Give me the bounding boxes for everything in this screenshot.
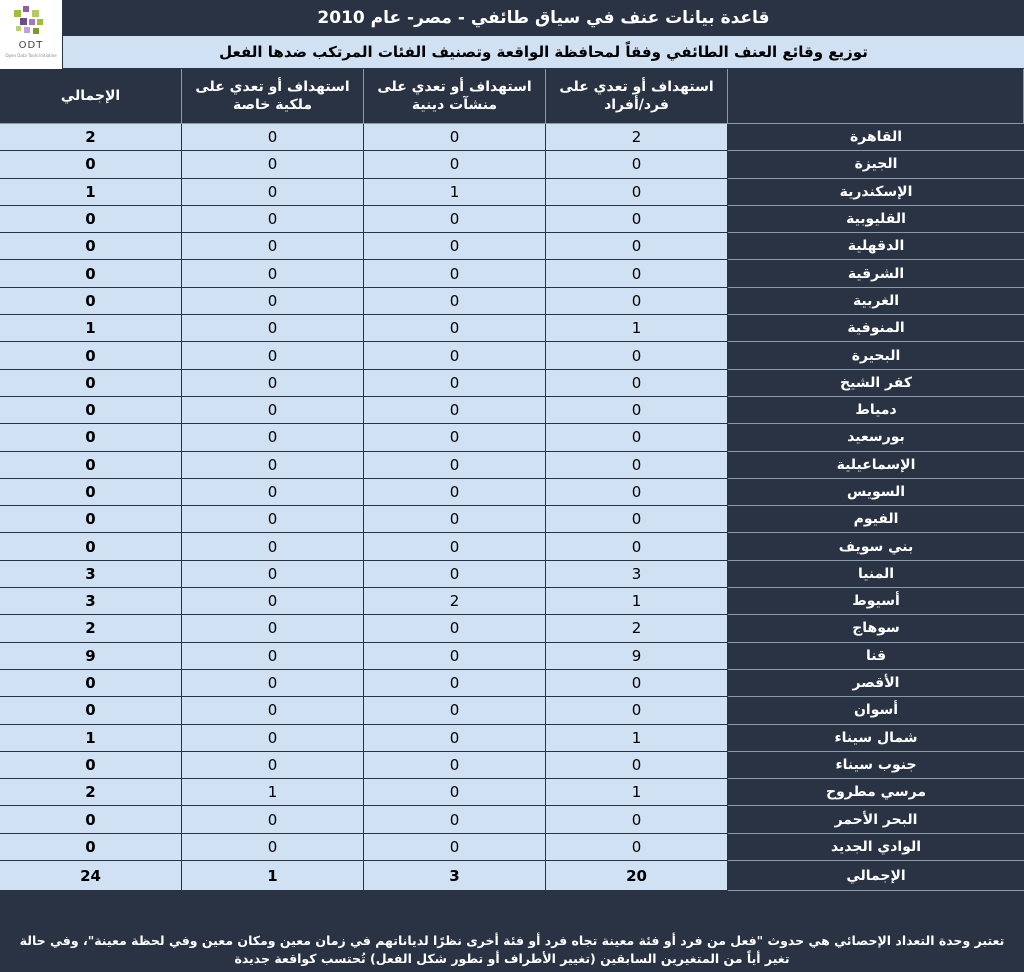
governorate-name: بورسعيد: [728, 424, 1024, 451]
cell-religious: 0: [364, 725, 546, 752]
cell-total: 9: [0, 643, 182, 670]
governorate-name: البحر الأحمر: [728, 806, 1024, 833]
cell-total: 0: [0, 397, 182, 424]
logo-text: ODT: [18, 40, 44, 51]
cell-persons: 0: [546, 697, 728, 724]
cell-property: 0: [182, 561, 364, 588]
totals-religious: 3: [364, 861, 546, 891]
cell-total: 0: [0, 342, 182, 369]
cell-total: 0: [0, 260, 182, 287]
cell-persons: 9: [546, 643, 728, 670]
governorate-name: شمال سيناء: [728, 725, 1024, 752]
governorate-name: الإسكندرية: [728, 179, 1024, 206]
governorate-name: سوهاج: [728, 615, 1024, 642]
governorate-name: الأقصر: [728, 670, 1024, 697]
cell-property: 0: [182, 806, 364, 833]
cell-total: 0: [0, 834, 182, 861]
cell-property: 0: [182, 233, 364, 260]
cell-total: 0: [0, 697, 182, 724]
cell-persons: 2: [546, 124, 728, 151]
cell-property: 0: [182, 206, 364, 233]
cell-religious: 0: [364, 370, 546, 397]
governorate-name: قنا: [728, 643, 1024, 670]
cell-total: 2: [0, 615, 182, 642]
cell-religious: 0: [364, 151, 546, 178]
cell-religious: 2: [364, 588, 546, 615]
cell-total: 1: [0, 179, 182, 206]
cell-property: 0: [182, 370, 364, 397]
cell-property: 0: [182, 670, 364, 697]
cell-persons: 0: [546, 260, 728, 287]
cell-religious: 0: [364, 806, 546, 833]
cell-property: 0: [182, 588, 364, 615]
cell-property: 1: [182, 779, 364, 806]
cell-persons: 0: [546, 670, 728, 697]
cell-property: 0: [182, 506, 364, 533]
cell-total: 0: [0, 233, 182, 260]
header-total: الإجمالي: [0, 69, 182, 124]
page-title: قاعدة بيانات عنف في سياق طائفي - مصر- عام 2010: [63, 0, 1024, 35]
cell-total: 0: [0, 670, 182, 697]
cell-total: 0: [0, 288, 182, 315]
cell-total: 0: [0, 370, 182, 397]
logo-subtext: Open Data Tools Initiative: [5, 53, 57, 58]
cell-total: 0: [0, 206, 182, 233]
cell-property: 0: [182, 424, 364, 451]
governorate-name: الجيزة: [728, 151, 1024, 178]
governorate-name: الفيوم: [728, 506, 1024, 533]
cell-persons: 0: [546, 424, 728, 451]
header-persons: استهداف أو تعدي على فرد/أفراد: [546, 69, 728, 124]
cell-total: 0: [0, 479, 182, 506]
cell-property: 0: [182, 615, 364, 642]
cell-persons: 0: [546, 479, 728, 506]
data-table: [0, 69, 1024, 891]
cell-persons: 2: [546, 615, 728, 642]
cell-persons: 0: [546, 533, 728, 560]
cell-total: 0: [0, 452, 182, 479]
cell-persons: 3: [546, 561, 728, 588]
cell-property: 0: [182, 752, 364, 779]
footnote: تعتبر وحدة التعداد الإحصائي هي حدوث "فعل من فرد أو فئة معينة تجاه فرد أو فئة أخرى نظرًا لدياناتهم في زمان معين ومكان معين وفي لحظة معينة"، وفي حالة تغير أياً من المتغيرين السابقين (تغيير الأطراف أو تطور شكل الفعل) تُحتسب كواقعة جديدة: [0, 932, 1024, 972]
cell-persons: 0: [546, 288, 728, 315]
governorate-name: القليوبية: [728, 206, 1024, 233]
cell-religious: 0: [364, 397, 546, 424]
cell-persons: 0: [546, 206, 728, 233]
governorate-name: بني سويف: [728, 533, 1024, 560]
cell-persons: 0: [546, 834, 728, 861]
cell-religious: 0: [364, 752, 546, 779]
governorate-name: مرسي مطروح: [728, 779, 1024, 806]
governorate-name: الشرقية: [728, 260, 1024, 287]
cell-religious: 0: [364, 233, 546, 260]
cell-religious: 0: [364, 260, 546, 287]
cell-total: 1: [0, 725, 182, 752]
governorate-name: المنوفية: [728, 315, 1024, 342]
cell-persons: 1: [546, 588, 728, 615]
cell-religious: 1: [364, 179, 546, 206]
cell-religious: 0: [364, 561, 546, 588]
cell-property: 0: [182, 452, 364, 479]
odt-logo: [0, 0, 63, 70]
governorate-name: أسيوط: [728, 588, 1024, 615]
governorate-name: المنيا: [728, 561, 1024, 588]
header-governorate: [728, 69, 1024, 124]
cell-persons: 0: [546, 506, 728, 533]
cell-religious: 0: [364, 533, 546, 560]
governorate-name: الغربية: [728, 288, 1024, 315]
cell-property: 0: [182, 124, 364, 151]
cell-property: 0: [182, 151, 364, 178]
cell-property: 0: [182, 288, 364, 315]
cell-property: 0: [182, 179, 364, 206]
cell-persons: 0: [546, 806, 728, 833]
cell-persons: 1: [546, 315, 728, 342]
cell-persons: 1: [546, 779, 728, 806]
governorate-name: السويس: [728, 479, 1024, 506]
cell-property: 0: [182, 479, 364, 506]
cell-persons: 0: [546, 179, 728, 206]
cell-religious: 0: [364, 342, 546, 369]
cell-religious: 0: [364, 615, 546, 642]
cell-total: 0: [0, 424, 182, 451]
governorate-name: دمياط: [728, 397, 1024, 424]
cell-religious: 0: [364, 834, 546, 861]
cell-religious: 0: [364, 506, 546, 533]
cell-religious: 0: [364, 424, 546, 451]
governorate-name: كفر الشيخ: [728, 370, 1024, 397]
cell-religious: 0: [364, 452, 546, 479]
cell-persons: 0: [546, 752, 728, 779]
cell-persons: 0: [546, 342, 728, 369]
cell-religious: 0: [364, 288, 546, 315]
governorate-name: أسوان: [728, 697, 1024, 724]
cubes-logo-icon: [10, 4, 52, 40]
cell-total: 0: [0, 506, 182, 533]
cell-property: 0: [182, 342, 364, 369]
cell-persons: 1: [546, 725, 728, 752]
cell-total: 2: [0, 779, 182, 806]
governorate-name: الدقهلية: [728, 233, 1024, 260]
totals-total: 24: [0, 861, 182, 891]
cell-property: 0: [182, 725, 364, 752]
cell-total: 3: [0, 561, 182, 588]
totals-property: 1: [182, 861, 364, 891]
header-religious: استهداف أو تعدي على منشآت دينية: [364, 69, 546, 124]
cell-religious: 0: [364, 670, 546, 697]
cell-property: 0: [182, 643, 364, 670]
cell-persons: 0: [546, 370, 728, 397]
cell-religious: 0: [364, 643, 546, 670]
header-property: استهداف أو تعدي على ملكية خاصة: [182, 69, 364, 124]
table-subtitle: توزيع وقائع العنف الطائفي وفقاً لمحافظة الواقعة وتصنيف الفئات المرتكب ضدها الفعل: [63, 35, 1024, 69]
cell-persons: 0: [546, 151, 728, 178]
governorate-name: القاهرة: [728, 124, 1024, 151]
cell-total: 0: [0, 533, 182, 560]
governorate-name: الإسماعيلية: [728, 452, 1024, 479]
cell-total: 1: [0, 315, 182, 342]
cell-total: 0: [0, 806, 182, 833]
governorate-name: البحيرة: [728, 342, 1024, 369]
totals-persons: 20: [546, 861, 728, 891]
cell-property: 0: [182, 315, 364, 342]
cell-property: 0: [182, 697, 364, 724]
cell-total: 2: [0, 124, 182, 151]
cell-religious: 0: [364, 206, 546, 233]
governorate-name: جنوب سيناء: [728, 752, 1024, 779]
cell-religious: 0: [364, 697, 546, 724]
cell-persons: 0: [546, 452, 728, 479]
cell-total: 0: [0, 752, 182, 779]
cell-persons: 0: [546, 233, 728, 260]
governorate-name: الوادي الجديد: [728, 834, 1024, 861]
cell-property: 0: [182, 834, 364, 861]
cell-religious: 0: [364, 479, 546, 506]
cell-religious: 0: [364, 124, 546, 151]
cell-religious: 0: [364, 779, 546, 806]
cell-total: 3: [0, 588, 182, 615]
cell-total: 0: [0, 151, 182, 178]
cell-property: 0: [182, 533, 364, 560]
totals-label: الإجمالي: [728, 861, 1024, 891]
cell-religious: 0: [364, 315, 546, 342]
cell-property: 0: [182, 260, 364, 287]
cell-persons: 0: [546, 397, 728, 424]
cell-property: 0: [182, 397, 364, 424]
